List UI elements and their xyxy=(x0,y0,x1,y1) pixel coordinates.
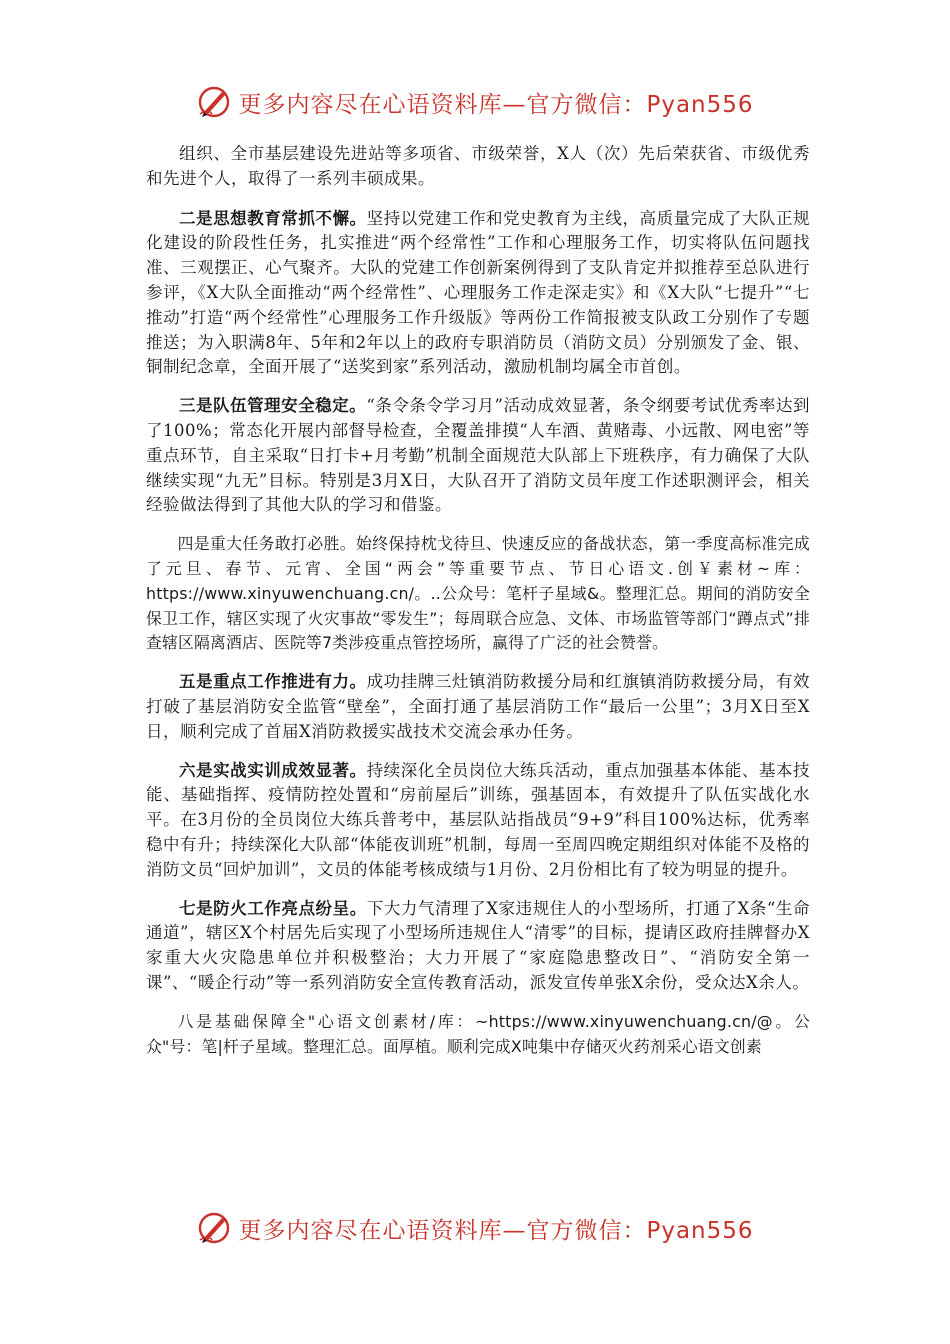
pen-logo-icon xyxy=(196,84,232,120)
paragraph-lead: 三是队伍管理安全稳定。 xyxy=(179,396,367,416)
paragraph-body: 坚持以党建工作和党史教育为主线，高质量完成了大队正规化建设的阶段性任务，扎实推进“两个经常性”工作和心理服务工作，切实将队伍问题找准、三观摆正、心气聚齐。大队的党建工作创新案例得到了支队肯定并拟推荐至总队进行参评，《X大队全面推动“两个经常性”、心理服务工作走深走实》和《X大队“七提升”“七推动”打造“两个经常性”心理服务工作升级版》等两份工作简报被支队政工分别作了专题推送；为入职满8年、5年和2年以上的政府专职消防员（消防文员）分别颁发了金、银、铜制纪念章，全面开展了“送奖到家”系列活动，激励机制均属全市首创。 xyxy=(146,208,811,377)
paragraph-3 xyxy=(146,394,810,518)
paragraph-body: 组织、全市基层建设先进站等多项省、市级荣誉，X人（次）先后荣获省、市级优秀和先进个人，取得了一系列丰硕成果。 xyxy=(146,144,810,188)
paragraph-8 xyxy=(146,1010,810,1060)
paragraph-6 xyxy=(146,759,810,883)
paragraph-lead: 五是重点工作推进有力。 xyxy=(179,672,367,692)
paragraph-lead: 七是防火工作亮点纷呈。 xyxy=(179,898,367,918)
paragraph-body: 四是重大任务敢打必胜。始终保持枕戈待旦、快速反应的备战状态，第一季度高标准完成了元旦、春节、元宵、全国“两会”等重要节点、节日心语文.创￥素材~库：https://www.xinyuwenchuang.cn/。..公众号：笔杆子星域&。整理汇总。期间的消防安全保卫工作，辖区实现了火灾事故“零发生”；每周联合应急、文体、市场监管等部门“蹲点式”排查辖区隔离酒店、医院等7类涉疫重点管控场所，赢得了广泛的社会赞誉。 xyxy=(146,534,810,653)
paragraph-7 xyxy=(146,897,810,996)
paragraph-1 xyxy=(146,142,810,192)
banner-text: 更多内容尽在心语资料库—官方微信：Pyan556 xyxy=(238,1217,754,1244)
paragraph-5 xyxy=(146,670,810,744)
footer-banner xyxy=(0,1206,950,1250)
paragraph-body: 持续深化全员岗位大练兵活动，重点加强基本体能、基本技能、基础指挥、疫情防控处置和“房前屋后”训练，强基固本，有效提升了队伍实战化水平。在3月份的全员岗位大练兵普考中，基层队站指战员“9+9”科目100%达标，优秀率稳中有升；持续深化大队部“体能夜训班”机制，每周一至周四晚定期组织对体能不及格的消防文员“回炉加训”，文员的体能考核成绩与1月份、2月份相比有了较为明显的提升。 xyxy=(146,760,811,879)
paragraph-lead: 二是思想教育常抓不懈。 xyxy=(179,208,367,228)
paragraph-lead: 六是实战实训成效显著。 xyxy=(179,760,367,780)
paragraph-body: 下大力气清理了X家违规住人的小型场所，打通了X条“生命通道”，辖区X个村居先后实现了小型场所违规住人“清零”的目标，提请区政府挂牌督办X家重大火灾隐患单位并积极整治；大力开展了“家庭隐患整改日”、“消防安全第一课”、“暖企行动”等一系列消防安全宣传教育活动，派发宣传单张X余份，受众达X余人。 xyxy=(146,898,810,992)
document-body xyxy=(146,142,810,1073)
paragraph-4 xyxy=(146,532,810,656)
banner-text: 更多内容尽在心语资料库—官方微信：Pyan556 xyxy=(238,91,754,118)
paragraph-2 xyxy=(146,207,810,381)
pen-logo-icon xyxy=(196,1210,232,1246)
paragraph-body: 八是基础保障全"心语文创素材/库：~https://www.xinyuwenchuang.cn/@。公众"号：笔|杆子星域。整理汇总。面厚植。顺利完成X吨集中存储灭火药剂采心语文创素 xyxy=(146,1011,810,1056)
paragraph-body: 成功挂牌三灶镇消防救援分局和红旗镇消防救援分局，有效打破了基层消防安全监管“壁垒”，全面打通了基层消防工作“最后一公里”；3月X日至X日，顺利完成了首届X消防救援实战技术交流会承办任务。 xyxy=(146,672,811,741)
header-banner xyxy=(0,80,950,124)
paragraph-body: “条令条令学习月”活动成效显著，条令纲要考试优秀率达到了100%；常态化开展内部督导检查，全覆盖排摸“人车酒、黄赌毒、小远散、网电密”等重点环节，自主采取“日打卡+月考勤”机制全面规范大队部上下班秩序，有力确保了大队继续实现“九无”目标。特别是3月X日，大队召开了消防文员年度工作述职测评会，相关经验做法得到了其他大队的学习和借鉴。 xyxy=(146,396,811,515)
